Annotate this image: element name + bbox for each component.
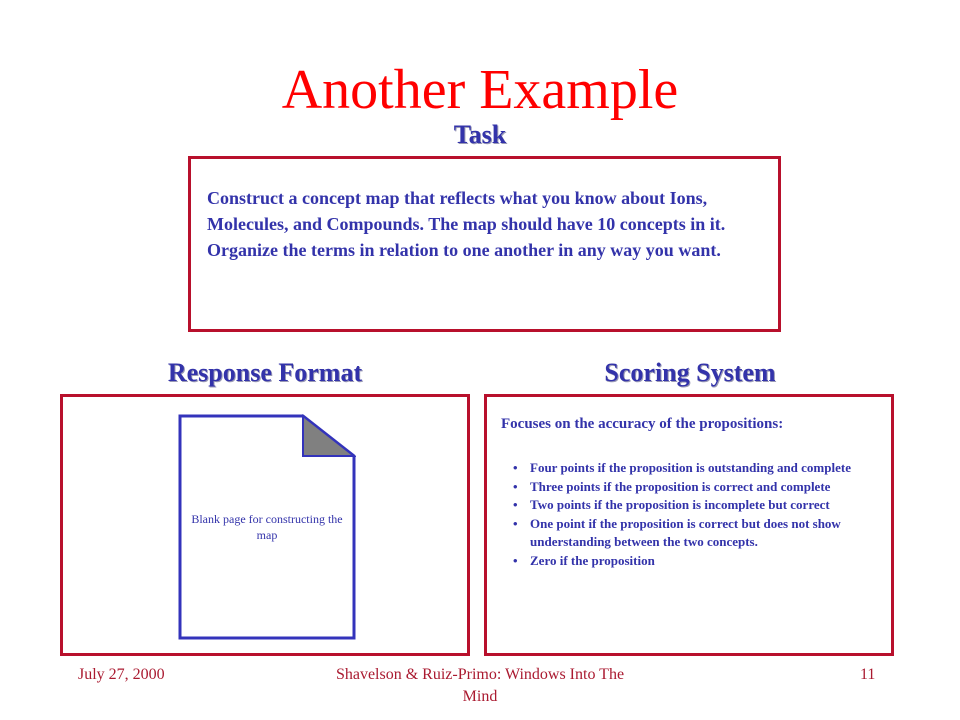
list-item: • Three points if the proposition is correct and complete — [513, 478, 873, 497]
blank-page-label: Blank page for constructing the map — [191, 512, 343, 542]
list-item: • One point if the proposition is correct but does not show understanding between the two concepts. — [513, 515, 873, 552]
list-item: • Two points if the proposition is incomplete but correct — [513, 496, 873, 515]
scoring-system-heading: Scoring System — [604, 358, 776, 387]
blank-page-icon — [178, 414, 356, 640]
list-item: • Four points if the proposition is outstanding and complete — [513, 459, 873, 478]
scoring-system-box — [484, 394, 894, 656]
footer-credit: Shavelson & Ruiz-Primo: Windows Into The Mind — [335, 666, 625, 705]
scoring-list — [513, 459, 873, 570]
page-number: 11 — [860, 666, 876, 683]
response-format-heading: Response Format — [167, 358, 363, 387]
footer-date: July 27, 2000 — [78, 666, 165, 683]
scoring-intro: Focuses on the accuracy of the propositions: — [501, 416, 784, 432]
response-format-box — [60, 394, 470, 656]
slide-title: Another Example — [281, 59, 679, 121]
task-text: Construct a concept map that reflects what you know about Ions, Molecules, and Compounds. The map should have 10 concepts in it. Organize the terms in relation to one another in any way you want. — [207, 188, 726, 260]
task-heading: Task — [453, 120, 507, 149]
list-item: • Zero if the proposition — [513, 552, 873, 571]
task-box — [188, 156, 781, 332]
